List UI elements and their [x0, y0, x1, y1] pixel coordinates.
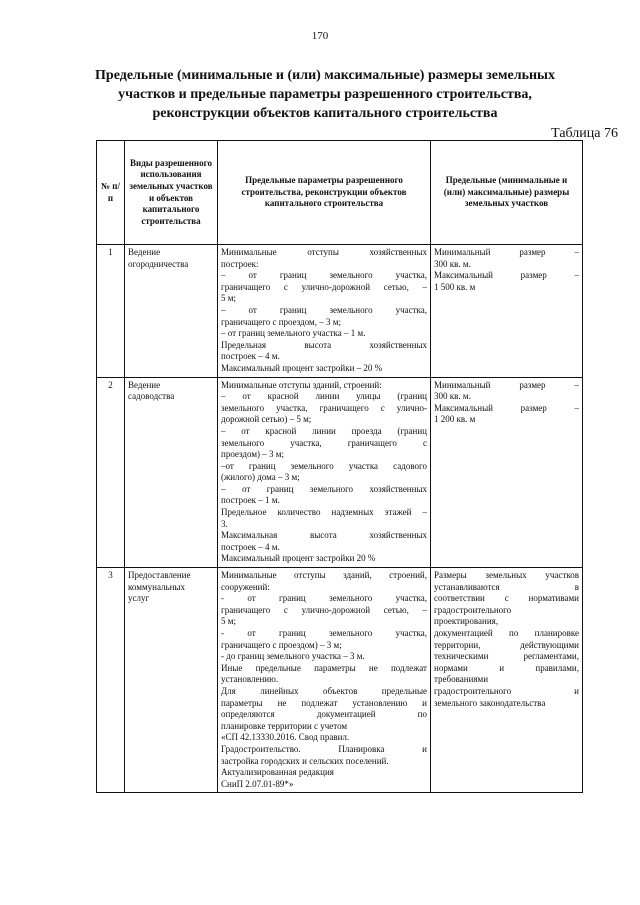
row-kind-line: Предоставление	[128, 570, 191, 581]
row-params-line: граничащего с улично-дорожной сетью, –	[221, 604, 427, 615]
row-sizes-line: Максимальный размер –	[434, 402, 579, 413]
row-sizes-line: требованиями	[434, 674, 489, 685]
row-params-line: Минимальные отступы зданий, строений:	[221, 379, 382, 390]
row-params-line: Предельная высота хозяйственных	[221, 339, 427, 350]
row-params-line: 5 м;	[221, 616, 236, 627]
row-sizes	[431, 245, 583, 378]
row-sizes-line: 1 200 кв. м	[434, 414, 476, 425]
row-kind	[125, 377, 218, 568]
row-params-line: – от красной линии проезда (границ	[221, 425, 427, 436]
title-line: Предельные (минимальные и (или) максимальные) размеры земельных	[95, 68, 555, 83]
row-params-line: 3.	[221, 518, 228, 529]
row-params-line: Минимальные отступы хозяйственных	[221, 247, 427, 257]
row-params-line: построек – 4 м.	[221, 351, 280, 362]
row-params	[218, 377, 431, 568]
row-sizes-line: нормами и правилами,	[434, 662, 579, 673]
row-params-line: Иные предельные параметры не подлежат	[221, 662, 427, 673]
row-sizes	[431, 568, 583, 793]
table-row	[97, 377, 583, 568]
header-params: Предельные параметры разрешенного строительства, реконструкции объектов капитального строительства	[218, 141, 431, 245]
row-sizes-line: соответствии с нормативами	[434, 593, 579, 604]
row-sizes-line: 300 кв. м.	[434, 391, 471, 402]
table-header-row	[97, 141, 583, 245]
table-body	[97, 245, 583, 793]
row-params-line: установлению.	[221, 674, 279, 685]
row-sizes-line: градостроительного и	[434, 685, 579, 696]
row-params-line: Максимальный процент застройки 20 %	[221, 553, 376, 564]
row-params-line: построек – 1 м.	[221, 495, 280, 506]
row-params-line: земельного участка, граничащего с улично-	[221, 402, 427, 413]
row-params	[218, 245, 431, 378]
row-params-line: – от границ земельного хозяйственных	[221, 483, 427, 494]
row-sizes-line: 300 кв. м.	[434, 258, 471, 269]
row-params-line: граничащего с проездом) – 3 м;	[221, 639, 342, 650]
row-sizes-line: территории, действующими	[434, 639, 579, 650]
row-params-line: граничащего с проездом, – 3 м;	[221, 316, 341, 327]
header-num: № п/п	[97, 141, 125, 245]
row-params-line: застройка городских и сельских поселений.	[221, 755, 389, 766]
row-params-line: параметры не подлежат установлению и	[221, 697, 427, 708]
row-kind-line: коммунальных	[128, 581, 185, 592]
table-row	[97, 245, 583, 378]
table-row	[97, 568, 583, 793]
row-params-line: граничащего с улично-дорожной сетью, –	[221, 281, 427, 292]
row-params-line: (жилого) дома – 3 м;	[221, 472, 300, 483]
row-params-line: Минимальные отступы зданий, строений,	[221, 570, 427, 581]
row-kind-line: Ведение	[128, 379, 161, 390]
row-sizes-line: документацией по планировке	[434, 628, 579, 638]
limits-table	[96, 140, 583, 793]
row-sizes-line: Размеры земельных участков	[434, 570, 579, 581]
header-sizes: Предельные (минимальные и (или) максимальные) размеры земельных участков	[431, 141, 583, 245]
row-sizes-line: техническими регламентами,	[434, 651, 579, 662]
row-sizes-line: устанавливаются в	[434, 581, 579, 592]
row-sizes	[431, 377, 583, 568]
row-number: 1	[97, 245, 125, 378]
row-params-line: – от границ земельного участка – 1 м.	[221, 328, 366, 339]
table-label: Таблица 76	[551, 126, 618, 141]
row-params-line: Актуализированная редакция	[221, 767, 334, 778]
row-sizes-line: Минимальный размер –	[434, 247, 579, 257]
page-number: 170	[311, 30, 329, 42]
row-sizes-line: 1 500 кв. м	[434, 281, 476, 292]
row-params-line: - до границ земельного участка – 3 м.	[221, 651, 365, 662]
row-params-line: определяются документацией по	[221, 709, 427, 720]
row-number: 2	[97, 377, 125, 568]
header-kind: Виды разрешенного использования земельных участков и объектов капитального строительства	[125, 141, 218, 245]
title-line: участков и предельные параметры разрешенного строительства,	[118, 87, 532, 102]
row-params-line: построек – 4 м.	[221, 541, 280, 552]
row-sizes-line: Максимальный размер –	[434, 270, 579, 281]
row-params-line: сооружений:	[221, 581, 270, 592]
row-kind-line: огородничества	[128, 258, 189, 269]
row-kind	[125, 245, 218, 378]
row-sizes-line: проектирования,	[434, 616, 499, 627]
row-params-line: Для линейных объектов предельные	[221, 685, 427, 696]
title-line: реконструкции объектов капитального строительства	[152, 106, 498, 121]
row-sizes-line: земельного законодательства	[434, 697, 546, 708]
row-params-line: 5 м;	[221, 293, 236, 304]
row-kind-line: садоводства	[128, 391, 175, 402]
row-kind-line: услуг	[128, 593, 150, 604]
row-params-line: «СП 42.13330.2016. Свод правил.	[221, 732, 350, 743]
row-params-line: Максимальная высота хозяйственных	[221, 530, 427, 541]
row-number: 3	[97, 568, 125, 793]
row-sizes-line: градостроительного	[434, 604, 512, 615]
row-params-line: – от границ земельного участка,	[221, 304, 427, 315]
row-params-line: - от границ земельного участка,	[221, 593, 427, 604]
row-sizes-line: Минимальный размер –	[434, 379, 579, 390]
row-params-line: построек:	[221, 258, 259, 269]
document-title	[60, 66, 590, 123]
row-params-line: земельного участка, граничащего с	[221, 437, 427, 448]
row-params-line: Предельное количество надземных этажей –	[221, 507, 427, 518]
row-params-line: проездом) – 3 м;	[221, 449, 284, 460]
row-kind	[125, 568, 218, 793]
row-kind-line: Ведение	[128, 247, 161, 257]
row-params-line: - от границ земельного участка,	[221, 628, 427, 638]
row-params-line: –от границ земельного участка садового	[221, 460, 427, 471]
row-params-line: СниП 2.07.01-89*»	[221, 778, 294, 789]
row-params-line: Градостроительство. Планировка и	[221, 743, 427, 754]
row-params	[218, 568, 431, 793]
row-params-line: планировке территории с учетом	[221, 720, 348, 731]
row-params-line: – от границ земельного участка,	[221, 270, 427, 281]
row-params-line: дорожной сетью) – 5 м;	[221, 414, 312, 425]
row-params-line: – от красной линии улицы (границ	[221, 391, 427, 402]
row-params-line: Максимальный процент застройки – 20 %	[221, 362, 383, 373]
